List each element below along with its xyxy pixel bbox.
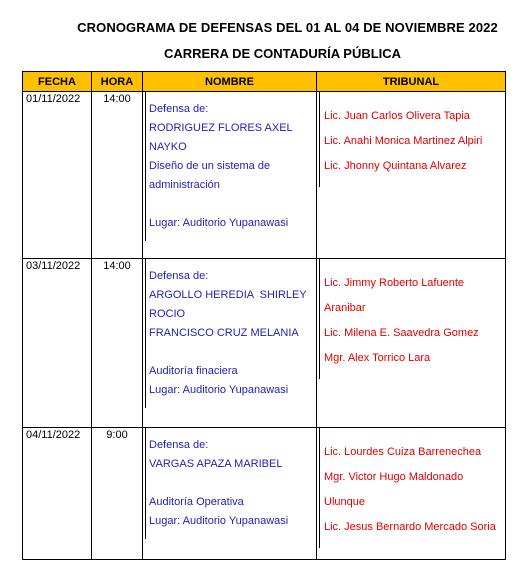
table-row bbox=[23, 428, 506, 560]
column-header-hora: HORA bbox=[92, 72, 143, 92]
defensa-label: Defensa de: bbox=[149, 270, 209, 282]
nombre-cell bbox=[143, 92, 317, 259]
column-header-fecha: FECHA bbox=[23, 72, 92, 92]
tribunal-member: Lic. Jesus Bernardo Mercado Soria bbox=[324, 521, 496, 533]
student-name: ARGOLLO HEREDIA SHIRLEY bbox=[149, 289, 307, 301]
tribunal-cell bbox=[317, 428, 506, 560]
hora-cell: 9:00 bbox=[92, 428, 143, 560]
student-name: VARGAS APAZA MARIBEL bbox=[149, 458, 283, 470]
table-row bbox=[23, 92, 506, 259]
defensa-label: Defensa de: bbox=[149, 439, 209, 451]
tribunal-member: Lic. Anahi Monica Martinez Alpiri bbox=[324, 135, 483, 147]
thesis-topic: administración bbox=[149, 179, 220, 191]
tribunal-cell bbox=[317, 92, 506, 259]
column-header-nombre: NOMBRE bbox=[143, 72, 317, 92]
tribunal-member: Lic. Lourdes Cuiza Barrenechea bbox=[324, 446, 482, 458]
venue-text: Lugar: Auditorio Yupanawasi bbox=[149, 217, 289, 229]
student-name: ROCIO bbox=[149, 308, 186, 320]
thesis-topic: Diseño de un sistema de bbox=[149, 160, 271, 172]
tribunal-member: Mgr. Victor Hugo Maldonado bbox=[324, 471, 464, 483]
tribunal-member: Lic. Jimmy Roberto Lafuente bbox=[324, 277, 465, 289]
document-title: CRONOGRAMA DE DEFENSAS DEL 01 AL 04 DE NOVIEMBRE 2022 bbox=[77, 20, 498, 35]
column-header-tribunal: TRIBUNAL bbox=[317, 72, 506, 92]
tribunal-member: Mgr. Alex Torrico Lara bbox=[324, 352, 431, 364]
tribunal-member: Ulunque bbox=[324, 496, 365, 508]
defensa-label: Defensa de: bbox=[149, 103, 209, 115]
thesis-topic: Auditoría finaciera bbox=[149, 365, 238, 377]
student-name: FRANCISCO CRUZ MELANIA bbox=[149, 327, 299, 339]
student-name: NAYKO bbox=[149, 141, 187, 153]
hora-cell: 14:00 bbox=[92, 92, 143, 259]
fecha-cell: 01/11/2022 bbox=[23, 92, 92, 259]
tribunal-member: Lic. Juan Carlos Olivera Tapia bbox=[324, 110, 470, 122]
fecha-cell: 03/11/2022 bbox=[23, 259, 92, 428]
document-subtitle: CARRERA DE CONTADURÍA PÚBLICA bbox=[163, 46, 402, 61]
fecha-cell: 04/11/2022 bbox=[23, 428, 92, 560]
tribunal-member: Lic. Milena E. Saavedra Gomez bbox=[324, 327, 479, 339]
table-header-row bbox=[23, 72, 506, 92]
nombre-cell bbox=[143, 428, 317, 560]
thesis-topic: Auditoría Operativa bbox=[149, 496, 244, 508]
hora-cell: 14:00 bbox=[92, 259, 143, 428]
tribunal-cell bbox=[317, 259, 506, 428]
student-name: RODRIGUEZ FLORES AXEL bbox=[149, 122, 293, 134]
tribunal-member: Lic. Jhonny Quintana Alvarez bbox=[324, 160, 467, 172]
table-row bbox=[23, 259, 506, 428]
venue-text: Lugar: Auditorio Yupanawasi bbox=[149, 515, 289, 527]
tribunal-member: Aranibar bbox=[324, 302, 366, 314]
venue-text: Lugar: Auditorio Yupanawasi bbox=[149, 384, 289, 396]
nombre-cell bbox=[143, 259, 317, 428]
schedule-table bbox=[22, 71, 506, 560]
